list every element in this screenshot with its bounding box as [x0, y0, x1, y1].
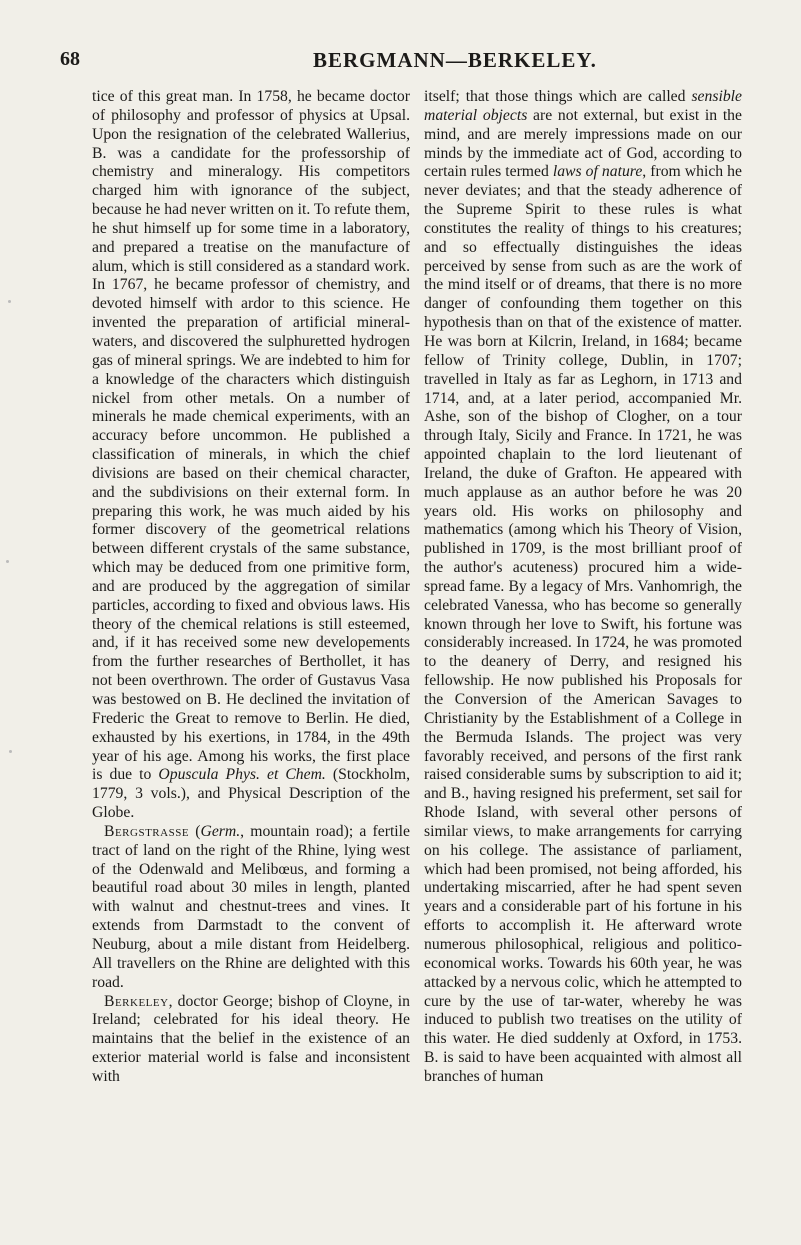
entry-headword: Bergstrasse	[104, 822, 190, 840]
italic-term: sensible material objects	[424, 88, 742, 124]
bergmann-entry-continued	[92, 88, 410, 823]
page-number: 68	[60, 48, 80, 70]
scan-speck	[6, 560, 9, 563]
bergstrasse-entry	[92, 823, 410, 993]
left-column	[92, 88, 410, 1087]
italic-term: laws of nature	[552, 163, 643, 181]
entry-body: are not external, but exist in the mind, and are merely impressions made on our minds by the immediate act of God, according to certain rules termed	[424, 106, 742, 181]
page-header	[60, 48, 760, 78]
scan-speck	[9, 750, 12, 753]
right-column	[424, 88, 742, 1087]
entry-body: , mountain road); a fertile tract of land on the right of the Rhine, lying west of the Odenwald and Melibœus, and forming a beautiful road about 30 miles in length, planted with walnut and chestnut-trees and vines. It extends from Darmstadt to the convent of Neuburg, about a mile distant from Heidelberg. All travellers on the Rhine are delighted with this road.	[92, 822, 410, 991]
language-abbrev: Germ.	[200, 822, 241, 840]
bergmann-text: tice of this great man. In 1758, he became doctor of philosophy and professor of physics at Upsal. Upon the resignation of the celebrated Wallerius, B. was a candidate for the professorship of chemistry and mineralogy. His competitors charged him with ignorance of the subject, because he had never written on it. To refute them, he shut himself up for some time in a laboratory, and prepared a treatise on the manufacture of alum, which is still considered as a standard work. In 1767, he became professor of chemistry, and devoted himself with ardor to this science. He invented the preparation of artificial mineral-waters, and discovered the sulphuretted hydrogen gas of mineral springs. We are indebted to him for a knowledge of the characters which distinguish nickel from other metals. On a number of minerals he made chemical experiments, with an accuracy before uncommon. He published a classification of minerals, in which the chief divisions are based on their chemical character, and the subdivisions on their external form. In preparing this work, he was much aided by his former discovery of the geometrical relations between different crystals of the same substance, which may be deduced from one primitive form, and are produced by the aggregation of similar particles, according to fixed and obvious laws. His theory of the chemical relations is still esteemed, and, if it has received some new developements from the further researches of Berthollet, it has not been overthrown. The order of Gustavus Vasa was bestowed on B. He declined the invitation of Frederic the Great to remove to Berlin. He died, exhausted by his exertions, in 1784, in the 49th year of his age. Among his works, the first place is due to	[92, 88, 410, 784]
running-head: BERGMANN—BERKELEY.	[313, 48, 597, 72]
berkeley-entry-continued	[424, 88, 742, 1087]
entry-body: itself; that those things which are called	[424, 88, 692, 105]
scan-speck	[8, 300, 11, 303]
paren-text: (	[189, 822, 201, 840]
entry-body: , from which he never deviates; and that the steady adherence of the Supreme Spirit to these rules is what constitutes the reality of things to his creatures; and so effectually distinguishes the ideas perceived by sense from such as are the work of the mind itself or of dreams, that there is no more danger of confounding them together on this hypothesis than on that of the existence of matter. He was born at Kilcrin, Ireland, in 1684; became fellow of Trinity college, Dublin, in 1707; travelled in Italy as far as Leghorn, in 1713 and 1714, and, at a later period, accompanied Mr. Ashe, son of the bishop of Clogher, on a tour through Italy, Sicily and France. In 1721, he was appointed chaplain to the lord lieutenant of Ireland, the duke of Grafton. He appeared with much applause as an author before he was 20 years old. His works on philosophy and mathematics (among which his Theory of Vision, published in 1709, is the most brilliant proof of the author's acuteness) procured him a wide-spread fame. By a legacy of Mrs. Vanhomrigh, the celebrated Vanessa, who has become so generally known through her love to Swift, his fortune was considerably increased. In 1724, he was promoted to the deanery of Derry, and resigned his fellowship. He now published his Proposals for the Conversion of the American Savages to Christianity by the Establishment of a College in the Bermuda Islands. The project was very favorably received, and persons of the first rank raised considerable sums by subscription to aid it; and B., having resigned his preferment, set sail for Rhode Island, with several other persons of similar views, to make arrangements for carrying on his college. The assistance of parliament, which had been promised, not being afforded, his undertaking miscarried, after he had spent seven years and a considerable part of his fortune in his efforts to accomplish it. He afterward wrote numerous philosophical, religious and politico-economical works. Towards his 60th year, he was attacked by a nervous colic, which he attempted to cure by the use of tar-water, whereby he was induced to publish two treatises on the utility of this water. He died suddenly at Oxford, in 1753. B. is said to have been acquainted with almost all branches of human	[424, 163, 742, 1085]
bergmann-work-title: Opuscula Phys. et Chem.	[158, 766, 326, 784]
entry-body: , doctor George; bishop of Cloyne, in Ireland; celebrated for his ideal theory. He maintains that the belief in the existence of an exterior material world is false and inconsistent with	[92, 992, 410, 1085]
berkeley-entry	[92, 993, 410, 1087]
bergmann-text-end: (Stockholm, 1779, 3 vols.), and Physical Description of the Globe.	[92, 766, 410, 822]
entry-headword: Berkeley	[104, 992, 169, 1010]
